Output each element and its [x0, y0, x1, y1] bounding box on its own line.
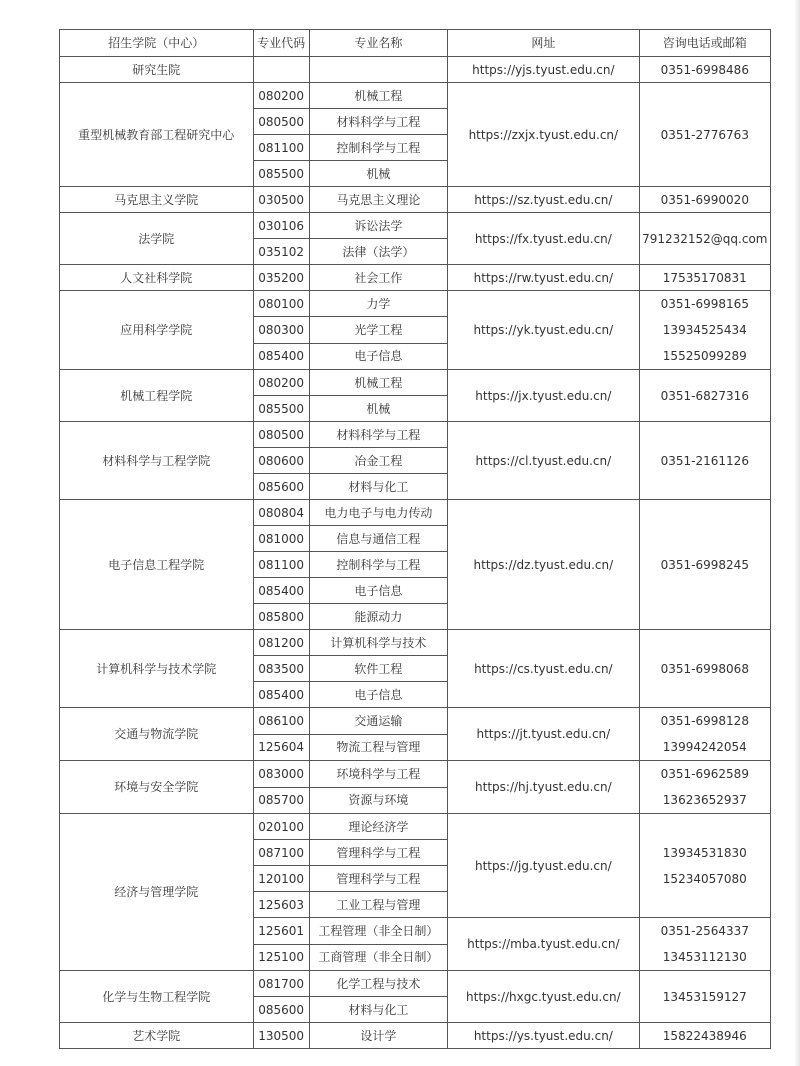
table-row: [60, 971, 771, 997]
program-code: 081100: [253, 552, 309, 578]
college-url[interactable]: https://cl.tyust.edu.cn/: [448, 422, 640, 500]
program-code: 085500: [253, 396, 309, 422]
program-name: 力学: [309, 291, 447, 317]
program-name: 材料与化工: [309, 997, 447, 1023]
program-code: 085600: [253, 474, 309, 500]
program-name: 物流工程与管理: [309, 734, 447, 761]
page-right-shadow: [794, 0, 800, 1066]
table-row: [60, 265, 771, 291]
table-row: [60, 291, 771, 317]
program-code: 120100: [253, 866, 309, 892]
program-name: 化学工程与技术: [309, 971, 447, 997]
college-name: 法学院: [60, 213, 254, 265]
page-bottom-edge: [0, 1062, 800, 1066]
table-row: [60, 814, 771, 840]
program-name: 工程管理（非全日制）: [309, 918, 447, 945]
contact-line: 0351-2564337: [660, 924, 749, 938]
program-name: 诉讼法学: [309, 213, 447, 239]
college-url[interactable]: https://hj.tyust.edu.cn/: [448, 761, 640, 814]
table-row: [60, 422, 771, 448]
college-contact: 13453159127: [639, 971, 770, 1023]
college-contact: 17535170831: [639, 265, 770, 291]
program-code: 080500: [253, 109, 309, 135]
program-name: 机械工程: [309, 370, 447, 396]
program-code: 081700: [253, 971, 309, 997]
program-name: 理论经济学: [309, 814, 447, 840]
admissions-table-wrapper: [59, 29, 771, 1049]
program-name: 电子信息: [309, 578, 447, 604]
program-code: 030106: [253, 213, 309, 239]
program-name: 法律（法学）: [309, 239, 447, 265]
program-code: 080500: [253, 422, 309, 448]
mba-url[interactable]: https://mba.tyust.edu.cn/: [448, 918, 640, 971]
contact-line: 13453112130: [662, 950, 747, 964]
program-code: 020100: [253, 814, 309, 840]
college-url[interactable]: https://jg.tyust.edu.cn/: [448, 814, 640, 918]
college-url[interactable]: https://jt.tyust.edu.cn/: [448, 708, 640, 761]
program-code: 080600: [253, 448, 309, 474]
college-contact: 0351-6998486: [639, 57, 770, 83]
program-code: 080200: [253, 370, 309, 396]
college-name: 应用科学学院: [60, 291, 254, 370]
program-name: 马克思主义理论: [309, 187, 447, 213]
contact-line: 15525099289: [662, 349, 747, 363]
table-row: [60, 1023, 771, 1049]
program-name: 材料与化工: [309, 474, 447, 500]
college-name: 人文社科学院: [60, 265, 254, 291]
program-code: 125604: [253, 734, 309, 761]
college-name: 艺术学院: [60, 1023, 254, 1049]
program-code: 130500: [253, 1023, 309, 1049]
table-row: [60, 630, 771, 656]
contact-line: 13994242054: [662, 740, 747, 754]
program-name: 管理科学与工程: [309, 840, 447, 866]
college-name: 经济与管理学院: [60, 814, 254, 971]
college-name: 重型机械教育部工程研究中心: [60, 83, 254, 187]
table-row: [60, 500, 771, 526]
program-name: 光学工程: [309, 317, 447, 343]
college-contact: 0351-6990020: [639, 187, 770, 213]
program-name: 资源与环境: [309, 787, 447, 814]
program-code: 085400: [253, 343, 309, 369]
program-code: 125601: [253, 918, 309, 945]
college-url[interactable]: https://ys.tyust.edu.cn/: [448, 1023, 640, 1049]
program-code: 080804: [253, 500, 309, 526]
program-name: 社会工作: [309, 265, 447, 291]
program-name: 电子信息: [309, 343, 447, 369]
college-contact: 0351-6998245: [639, 500, 770, 630]
contact-line: 0351-6998165: [660, 297, 749, 311]
program-name: 机械: [309, 396, 447, 422]
college-contact: [639, 291, 770, 370]
header-code: 专业代码: [253, 30, 309, 57]
contact-line: 0351-6998128: [660, 714, 749, 728]
program-code: 086100: [253, 708, 309, 735]
program-name: 工商管理（非全日制）: [309, 944, 447, 971]
program-code: 081100: [253, 135, 309, 161]
college-url[interactable]: https://zxjx.tyust.edu.cn/: [448, 83, 640, 187]
header-college: 招生学院（中心）: [60, 30, 254, 57]
program-code: 085500: [253, 161, 309, 187]
college-name: 交通与物流学院: [60, 708, 254, 761]
program-code: 125603: [253, 892, 309, 918]
program-code: 087100: [253, 840, 309, 866]
program-name: 冶金工程: [309, 448, 447, 474]
program-name: 管理科学与工程: [309, 866, 447, 892]
program-code: 125100: [253, 944, 309, 971]
college-url[interactable]: https://hxgc.tyust.edu.cn/: [448, 971, 640, 1023]
program-code: 083500: [253, 656, 309, 682]
program-name: 材料科学与工程: [309, 422, 447, 448]
table-row: [60, 213, 771, 239]
college-contact: [639, 708, 770, 761]
program-code: 080100: [253, 291, 309, 317]
college-name: 马克思主义学院: [60, 187, 254, 213]
table-row: [60, 761, 771, 788]
program-code: 080300: [253, 317, 309, 343]
college-contact: 0351-6998068: [639, 630, 770, 708]
college-contact: 0351-2161126: [639, 422, 770, 500]
table-row: [60, 708, 771, 735]
header-contact: 咨询电话或邮箱: [639, 30, 770, 57]
program-name: 软件工程: [309, 656, 447, 682]
program-name: 电子信息: [309, 682, 447, 708]
contact-line: 15234057080: [662, 871, 747, 886]
table-row: [60, 57, 771, 83]
table-row: [60, 187, 771, 213]
college-name: 计算机科学与技术学院: [60, 630, 254, 708]
program-code: 085800: [253, 604, 309, 630]
program-name: 材料科学与工程: [309, 109, 447, 135]
college-url[interactable]: https://yk.tyust.edu.cn/: [448, 291, 640, 370]
contact-line: 13934531830: [662, 845, 747, 860]
college-name: 化学与生物工程学院: [60, 971, 254, 1023]
program-name: 环境科学与工程: [309, 761, 447, 788]
college-url[interactable]: https://yjs.tyust.edu.cn/: [448, 57, 640, 83]
program-name: 电力电子与电力传动: [309, 500, 447, 526]
college-contact: 15822438946: [639, 1023, 770, 1049]
header-major: 专业名称: [309, 30, 447, 57]
contact-line: 13934525434: [662, 323, 747, 337]
program-code: 035102: [253, 239, 309, 265]
college-url[interactable]: https://fx.tyust.edu.cn/: [448, 213, 640, 265]
college-name: 研究生院: [60, 57, 254, 83]
table-row: [60, 370, 771, 396]
mba-contact: [639, 918, 770, 971]
program-code: 035200: [253, 265, 309, 291]
college-url[interactable]: https://jx.tyust.edu.cn/: [448, 370, 640, 422]
college-name: 材料科学与工程学院: [60, 422, 254, 500]
college-contact: [639, 761, 770, 814]
college-contact: 0351-6827316: [639, 370, 770, 422]
program-code: 085600: [253, 997, 309, 1023]
college-name: 电子信息工程学院: [60, 500, 254, 630]
contact-line: 13623652937: [662, 793, 747, 807]
program-name: 控制科学与工程: [309, 135, 447, 161]
program-name: 机械工程: [309, 83, 447, 109]
program-name: 工业工程与管理: [309, 892, 447, 918]
program-name: 机械: [309, 161, 447, 187]
program-name: 设计学: [309, 1023, 447, 1049]
program-code: [253, 57, 309, 83]
college-url[interactable]: https://sz.tyust.edu.cn/: [448, 187, 640, 213]
program-name: 计算机科学与技术: [309, 630, 447, 656]
college-name: 机械工程学院: [60, 370, 254, 422]
program-code: 030500: [253, 187, 309, 213]
program-name: 交通运输: [309, 708, 447, 735]
contact-line: 0351-6962589: [660, 767, 749, 781]
program-code: 081200: [253, 630, 309, 656]
college-url[interactable]: https://dz.tyust.edu.cn/: [448, 500, 640, 630]
program-name: [309, 57, 447, 83]
college-url[interactable]: https://cs.tyust.edu.cn/: [448, 630, 640, 708]
header-url: 网址: [448, 30, 640, 57]
program-name: 控制科学与工程: [309, 552, 447, 578]
college-contact: [639, 814, 770, 918]
program-code: 085400: [253, 682, 309, 708]
college-name: 环境与安全学院: [60, 761, 254, 814]
table-row: [60, 83, 771, 109]
program-code: 083000: [253, 761, 309, 788]
program-code: 085400: [253, 578, 309, 604]
admissions-table: [59, 29, 771, 1049]
program-name: 能源动力: [309, 604, 447, 630]
college-contact[interactable]: 791232152@qq.com: [639, 213, 770, 265]
table-header-row: [60, 30, 771, 57]
college-url[interactable]: https://rw.tyust.edu.cn/: [448, 265, 640, 291]
program-name: 信息与通信工程: [309, 526, 447, 552]
college-contact: 0351-2776763: [639, 83, 770, 187]
program-code: 080200: [253, 83, 309, 109]
program-code: 081000: [253, 526, 309, 552]
program-code: 085700: [253, 787, 309, 814]
